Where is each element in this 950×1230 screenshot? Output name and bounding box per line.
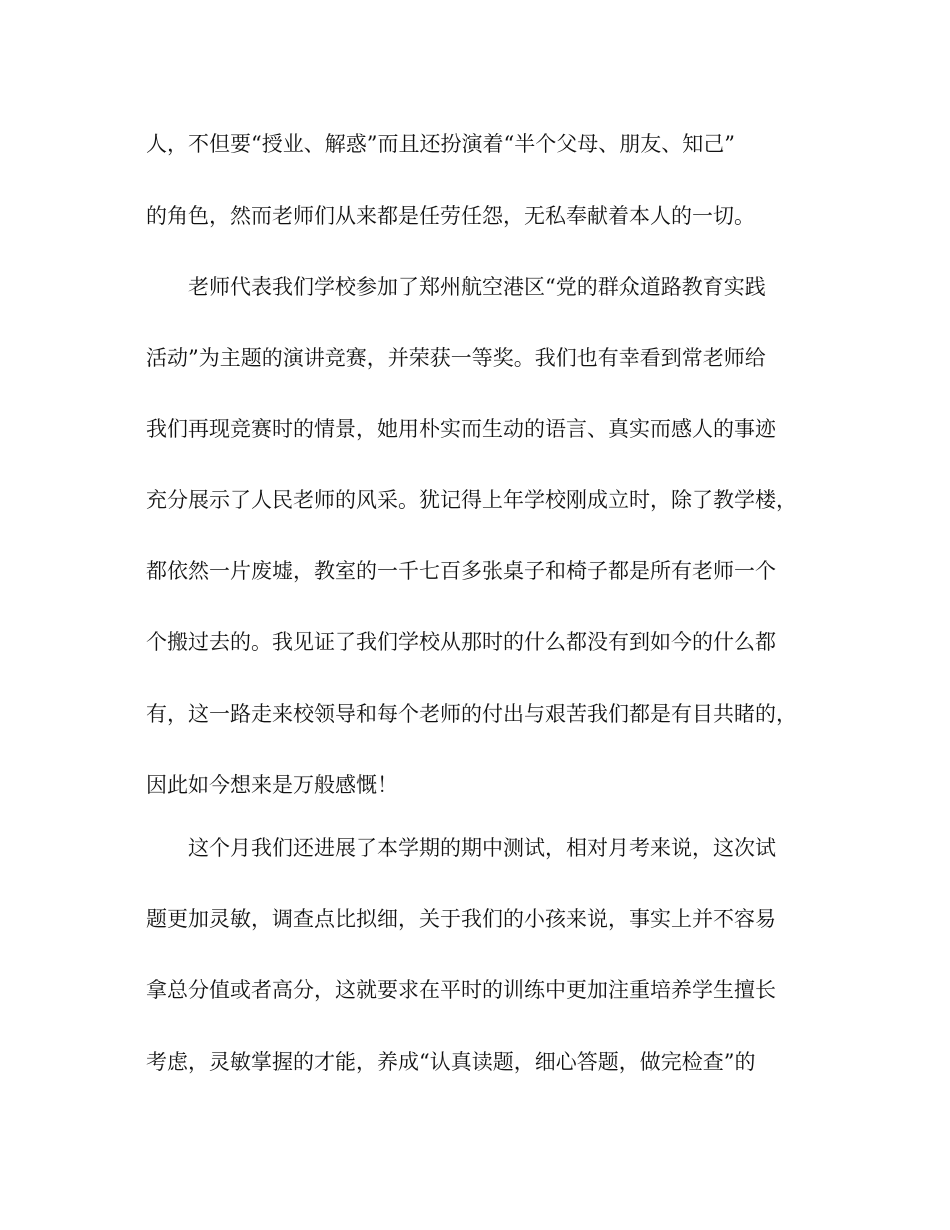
paragraph-line: 活动”为主题的演讲竞赛，并荣获一等奖。我们也有幸看到常老师给 xyxy=(146,346,766,370)
paragraph-line: 这个月我们还进展了本学期的期中测试，相对月考来说，这次试 xyxy=(188,836,776,860)
paragraph-line: 老师代表我们学校参加了郑州航空港区“党的群众道路教育实践 xyxy=(188,275,766,299)
paragraph-line: 的角色，然而老师们从来都是任劳任怨，无私奉献着本人的一切。 xyxy=(146,204,755,228)
paragraph-line: 有，这一路走来校领导和每个老师的付出与艰苦我们都是有目共睹的， xyxy=(146,702,797,726)
paragraph-line: 都依然一片废墟，教室的一千七百多张桌子和椅子都是所有老师一个 xyxy=(146,559,776,583)
paragraph-line: 充分展示了人民老师的风采。犹记得上年学校刚成立时，除了教学楼， xyxy=(146,488,797,512)
paragraph-line: 人，不但要“授业、解惑”而且还扮演着“半个父母、朋友、知己” xyxy=(146,132,735,156)
paragraph-line: 题更加灵敏，调查点比拟细，关于我们的小孩来说，事实上并不容易 xyxy=(146,907,776,931)
paragraph-line: 因此如今想来是万般感慨！ xyxy=(146,773,398,797)
paragraph-line: 个搬过去的。我见证了我们学校从那时的什么都没有到如今的什么都 xyxy=(146,630,776,654)
paragraph-line: 拿总分值或者高分，这就要求在平时的训练中更加注重培养学生擅长 xyxy=(146,978,776,1002)
paragraph-line: 考虑，灵敏掌握的才能，养成“认真读题，细心答题，做完检查”的 xyxy=(146,1050,756,1074)
paragraph-line: 我们再现竞赛时的情景，她用朴实而生动的语言、真实而感人的事迹 xyxy=(146,417,776,441)
